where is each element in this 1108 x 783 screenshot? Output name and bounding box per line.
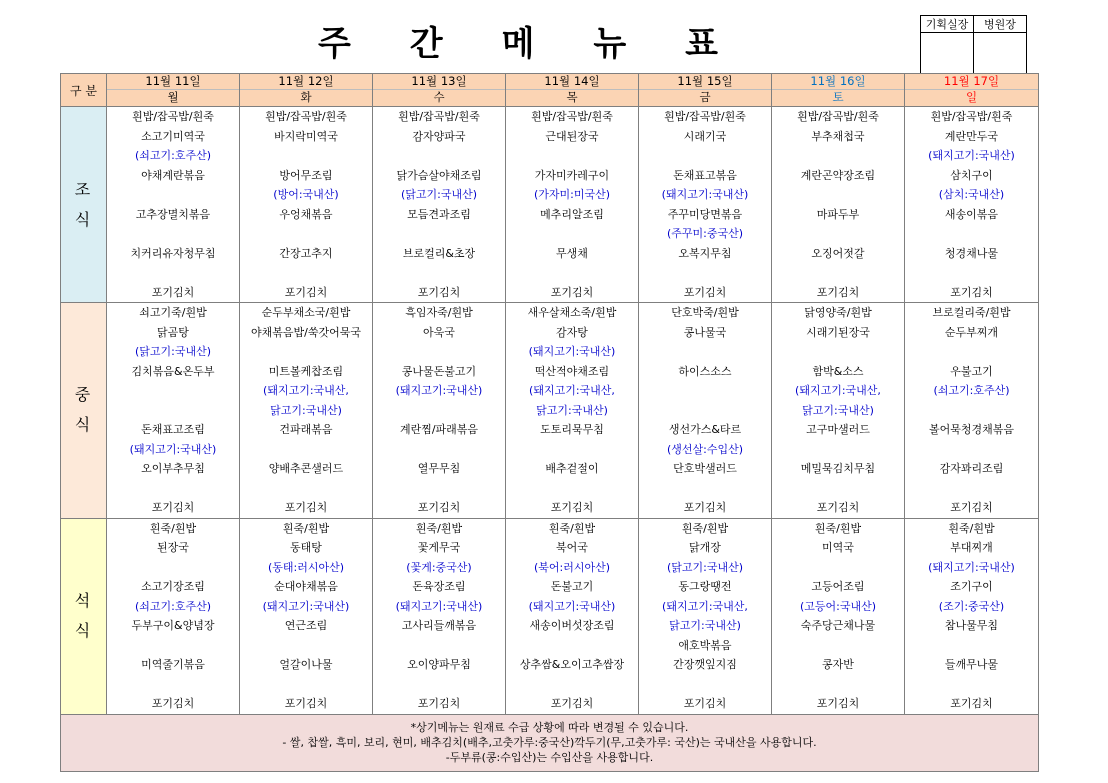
menu-item: 단호박샐러드 (673, 462, 737, 475)
menu-item (107, 401, 239, 421)
menu-item: 건파래볶음 (279, 423, 333, 436)
menu-item: 포기김치 (550, 285, 594, 299)
origin-note: (동태:러시아산) (267, 560, 345, 574)
menu-item (107, 636, 239, 656)
menu-item: 소고기미역국 (141, 129, 205, 143)
day-weekday: 화 (240, 89, 372, 105)
menu-cell (240, 518, 373, 714)
menu-item: 하이스소스 (678, 364, 732, 378)
menu-item: 흰죽/흰밥 (282, 521, 330, 535)
menu-item: 닭영양죽/흰밥 (804, 306, 872, 319)
menu-item: 들깨무나물 (944, 658, 999, 671)
menu-item (772, 675, 904, 695)
menu-item (772, 440, 904, 460)
menu-item (506, 440, 638, 460)
menu-item: 계란곤약장조림 (800, 168, 876, 182)
menu-item: 흰죽/흰밥 (415, 521, 463, 535)
menu-item: 근대된장국 (545, 129, 599, 143)
origin-note: (쇠고기:호주산) (933, 384, 1010, 397)
menu-item: 포기김치 (151, 285, 195, 299)
day-header (240, 74, 373, 107)
origin-note: (삼치:국내산) (938, 188, 1005, 201)
menu-item (107, 224, 239, 244)
menu-item: 야채계란볶음 (141, 168, 205, 182)
menu-item: 포기김치 (550, 501, 594, 514)
day-weekday: 목 (506, 89, 638, 105)
menu-item: 흰밥/잡곡밥/흰죽 (398, 110, 480, 123)
menu-item: 포기김치 (950, 501, 993, 514)
day-weekday: 토 (772, 89, 904, 105)
menu-item: 미역국 (822, 541, 854, 554)
day-date: 11월 12일 (278, 74, 334, 88)
menu-item: 부대찌개 (950, 541, 993, 554)
menu-item: 떡산적야채조림 (534, 364, 610, 378)
day-weekday: 월 (107, 89, 239, 105)
origin-note: (돼지고기:국내산, (529, 384, 615, 397)
menu-item: 우엉채볶음 (279, 207, 333, 221)
menu-cell (772, 107, 905, 303)
day-weekday: 수 (373, 89, 505, 105)
menu-item (506, 146, 638, 166)
day-header (506, 74, 639, 107)
menu-item (639, 263, 771, 283)
menu-item: 흰밥/잡곡밥/흰죽 (930, 110, 1013, 123)
origin-note: (가자미:미국산) (533, 188, 611, 201)
menu-item: 상추쌈&오이고추쌈장 (519, 658, 625, 671)
menu-cell (240, 107, 373, 303)
meal-label-char: 식 (74, 415, 93, 435)
header-row (61, 74, 1039, 107)
origin-note: 닭고기:국내산) (270, 403, 342, 417)
menu-item: 김치볶음&온두부 (131, 364, 215, 378)
menu-item (107, 479, 239, 499)
menu-item: 감자양파국 (412, 129, 466, 143)
menu-item: 콩자반 (822, 658, 854, 671)
menu-item: 흰밥/잡곡밥/흰죽 (265, 110, 347, 123)
notes-row (61, 714, 1039, 771)
menu-item: 흰죽/흰밥 (948, 521, 995, 535)
menu-item (107, 381, 239, 401)
menu-item: 새송이버섯장조림 (529, 619, 615, 632)
menu-item (772, 558, 904, 578)
menu-item: 생선가스&타르 (668, 423, 742, 436)
day-header (373, 74, 506, 107)
menu-cell (772, 303, 905, 519)
note-line: - 쌀, 찹쌀, 흑미, 보리, 현미, 배추김치(배추,고춧가루:중국산)깍두기(무,고춧가루: 국산)는 국내산을 사용합니다. (282, 736, 817, 749)
menu-cell (639, 303, 772, 519)
menu-item: 포기김치 (950, 697, 993, 710)
menu-item: 고구마샐러드 (806, 423, 870, 436)
menu-item: 모듬견과조림 (407, 207, 471, 221)
menu-item: 방어무조림 (279, 168, 333, 182)
menu-item: 새우살채소죽/흰밥 (527, 306, 617, 319)
menu-item: 돈채표고조림 (141, 423, 205, 436)
day-header (639, 74, 772, 107)
menu-item: 미트볼케찹조림 (268, 364, 344, 378)
origin-note: (돼지고기:국내산, (263, 384, 349, 397)
menu-item (639, 342, 771, 362)
origin-note: (돼지고기:국내산) (661, 188, 749, 201)
menu-item (506, 263, 638, 283)
origin-note: (꽃게:중국산) (406, 560, 472, 574)
menu-cell (107, 303, 240, 519)
menu-item (639, 381, 771, 401)
menu-item (905, 479, 1038, 499)
menu-item: 포기김치 (683, 697, 727, 710)
menu-item (905, 636, 1038, 656)
title-char: 메 (501, 23, 535, 64)
title-char: 뉴 (593, 23, 627, 64)
menu-item: 닭곰탕 (157, 325, 189, 339)
menu-item: 포기김치 (816, 501, 860, 514)
origin-note: (닭고기:국내산) (134, 345, 212, 358)
menu-item: 야채볶음밥/쑥갓어묵국 (251, 325, 361, 339)
menu-cell (107, 107, 240, 303)
day-date: 11월 11일 (145, 74, 201, 88)
title-char: 표 (685, 23, 718, 64)
menu-cell (373, 107, 506, 303)
header-label: 구 분 (61, 74, 107, 107)
menu-item: 두부구이&양념장 (131, 619, 215, 632)
origin-note: (생선살:수입산) (666, 442, 744, 456)
menu-item (240, 263, 372, 283)
menu-item: 얼갈이나물 (279, 658, 333, 671)
menu-item: 가자미카레구이 (534, 168, 610, 182)
menu-item: 계란만두국 (944, 129, 999, 143)
menu-item: 미역줄기볶음 (141, 658, 205, 671)
menu-item: 참나물무침 (944, 619, 999, 632)
menu-item: 오이부추무침 (141, 462, 205, 475)
menu-item: 마파두부 (816, 207, 860, 221)
menu-item (240, 146, 372, 166)
menu-item: 돈채표고볶음 (673, 168, 737, 182)
menu-item: 고등어조림 (811, 580, 865, 593)
menu-item: 흰밥/잡곡밥/흰죽 (797, 110, 879, 123)
approval-box (920, 15, 1027, 80)
menu-item (772, 342, 904, 362)
menu-item: 동그랑땡전 (678, 580, 732, 593)
menu-item (772, 224, 904, 244)
title-char: 주 (318, 23, 351, 64)
origin-note: (돼지고기:국내산) (262, 599, 350, 613)
menu-item (240, 440, 372, 460)
menu-cell (107, 518, 240, 714)
menu-cell (506, 107, 639, 303)
menu-item: 포기김치 (284, 501, 328, 514)
menu-cell (772, 518, 905, 714)
menu-item: 함박&소스 (812, 364, 864, 378)
day-date: 11월 16일 (810, 74, 866, 88)
menu-item: 우불고기 (950, 364, 993, 378)
menu-item (506, 636, 638, 656)
menu-item (373, 440, 505, 460)
menu-item: 아욱국 (423, 325, 455, 339)
menu-item: 쇠고기죽/흰밥 (139, 306, 207, 319)
menu-item: 순두부찌개 (944, 325, 999, 339)
day-header (905, 74, 1039, 107)
menu-item (905, 440, 1038, 460)
menu-item (772, 636, 904, 656)
menu-item (373, 636, 505, 656)
menu-item: 감자탕 (556, 325, 588, 339)
origin-note: (돼지고기:국내산) (528, 345, 616, 358)
menu-item: 시래기된장국 (806, 325, 870, 339)
menu-item: 브로컬리&초장 (402, 246, 476, 260)
menu-cell (373, 518, 506, 714)
menu-item: 포기김치 (950, 285, 993, 299)
origin-note: (돼지고기:국내산) (395, 384, 483, 397)
menu-item (639, 146, 771, 166)
origin-note: (돼지고기:국내산, (662, 599, 748, 613)
menu-cell (905, 518, 1039, 714)
menu-item: 볼어묵청경채볶음 (928, 423, 1014, 436)
menu-item (240, 636, 372, 656)
menu-item: 콩나물국 (683, 325, 727, 339)
meal-row (61, 518, 1039, 714)
menu-item: 흑임자죽/흰밥 (405, 306, 473, 319)
meal-row (61, 303, 1039, 519)
menu-item (373, 224, 505, 244)
menu-item: 단호박죽/흰밥 (671, 306, 739, 319)
menu-item: 돈육장조림 (412, 580, 466, 593)
menu-item: 시래기국 (683, 129, 727, 143)
menu-item (240, 342, 372, 362)
menu-item: 포기김치 (284, 285, 328, 299)
menu-item: 열무무침 (417, 462, 461, 475)
page-title (318, 18, 718, 62)
menu-item: 포기김치 (151, 697, 195, 710)
menu-item: 배추겉절이 (545, 462, 599, 475)
menu-item: 포기김치 (550, 697, 594, 710)
menu-item: 오이양파무침 (407, 658, 471, 671)
origin-note: (돼지고기:국내산) (528, 599, 616, 613)
meal-label-char: 식 (74, 621, 93, 640)
day-header (772, 74, 905, 107)
menu-item: 무생채 (556, 246, 588, 260)
menu-item (240, 479, 372, 499)
meal-label-char: 식 (74, 209, 93, 229)
origin-note: (북어:러시아산) (533, 560, 611, 574)
menu-item (240, 224, 372, 244)
menu-item: 포기김치 (417, 285, 461, 299)
menu-item (639, 675, 771, 695)
day-weekday: 일 (905, 89, 1038, 105)
menu-item: 오징어젓갈 (811, 246, 865, 260)
title-char: 간 (409, 23, 443, 64)
menu-item (506, 675, 638, 695)
day-date: 11월 17일 (943, 74, 1000, 88)
menu-cell (240, 303, 373, 519)
meal-label (61, 303, 107, 519)
weekly-menu-table (60, 73, 1039, 772)
day-date: 11월 15일 (677, 74, 733, 88)
origin-note: (방어:국내산) (273, 188, 339, 201)
note-line: *상기메뉴는 원재료 수급 상황에 따라 변경될 수 있습니다. (410, 721, 689, 734)
menu-item: 꽃게무국 (417, 541, 461, 554)
menu-item: 새송이볶음 (944, 207, 999, 221)
menu-item: 치커리유자청무침 (130, 246, 216, 260)
origin-note: 닭고기:국내산) (802, 403, 874, 417)
menu-item: 숙주당근채나물 (800, 619, 876, 632)
menu-item: 도토리묵무침 (540, 423, 604, 436)
menu-item: 계란찜/파래볶음 (399, 423, 479, 436)
menu-item: 포기김치 (683, 501, 727, 514)
menu-item: 순두부채소국/흰밥 (261, 306, 351, 319)
origin-note: 닭고기:국내산) (536, 403, 608, 417)
menu-item (639, 401, 771, 421)
menu-item: 간장고추지 (279, 246, 333, 260)
menu-item: 콩나물돈불고기 (401, 364, 477, 378)
menu-item: 포기김치 (284, 697, 328, 710)
menu-item: 메추리알조림 (540, 207, 604, 221)
menu-item (772, 185, 904, 205)
origin-note: (쇠고기:호주산) (134, 599, 212, 613)
menu-item (107, 675, 239, 695)
approval-label: 기획실장 (921, 16, 974, 33)
menu-item: 흰죽/흰밥 (149, 521, 197, 535)
notes (61, 714, 1039, 771)
origin-note: (고등어:국내산) (799, 599, 877, 613)
meal-label-char: 중 (74, 385, 93, 405)
menu-item (240, 675, 372, 695)
menu-item: 닭개장 (689, 541, 721, 554)
menu-item (506, 224, 638, 244)
menu-item: 삼치구이 (950, 168, 993, 182)
menu-item (107, 263, 239, 283)
menu-item (639, 479, 771, 499)
menu-item: 흰밥/잡곡밥/흰죽 (531, 110, 613, 123)
menu-item (373, 401, 505, 421)
menu-cell (639, 518, 772, 714)
menu-cell (905, 107, 1039, 303)
menu-item (772, 146, 904, 166)
menu-item: 소고기장조림 (141, 580, 205, 593)
menu-item: 고사리들깨볶음 (401, 619, 477, 632)
menu-item (905, 675, 1038, 695)
menu-cell (639, 107, 772, 303)
menu-item: 흰밥/잡곡밥/흰죽 (664, 110, 746, 123)
note-line: -두부류(콩:수입산)는 수입산을 사용합니다. (445, 751, 654, 764)
menu-item (905, 224, 1038, 244)
menu-item: 흰죽/흰밥 (548, 521, 596, 535)
menu-item (772, 479, 904, 499)
menu-item: 감자꽈리조림 (939, 462, 1004, 475)
meal-label-char: 석 (74, 591, 93, 610)
menu-item: 고추장멸치볶음 (135, 207, 211, 221)
origin-note: (주꾸미:중국산) (666, 227, 744, 240)
menu-item: 조기구이 (950, 580, 993, 593)
menu-item: 양배추콘샐러드 (268, 462, 344, 475)
menu-item (772, 263, 904, 283)
menu-item: 포기김치 (683, 285, 727, 299)
origin-note: (닭고기:국내산) (666, 560, 744, 574)
menu-item: 포기김치 (417, 501, 461, 514)
menu-item (506, 479, 638, 499)
meal-label-char: 조 (74, 179, 93, 199)
menu-cell (506, 518, 639, 714)
menu-item (905, 263, 1038, 283)
meal-label (61, 107, 107, 303)
menu-item (107, 185, 239, 205)
menu-item (107, 558, 239, 578)
menu-item: 포기김치 (417, 697, 461, 710)
menu-item (373, 479, 505, 499)
menu-item (373, 675, 505, 695)
day-weekday: 금 (639, 89, 771, 105)
menu-item: 주꾸미당면볶음 (667, 207, 743, 221)
menu-item: 바지락미역국 (274, 129, 338, 143)
menu-cell (373, 303, 506, 519)
menu-item: 흰밥/잡곡밥/흰죽 (132, 110, 214, 123)
menu-item: 돈불고기 (550, 580, 594, 593)
menu-item: 브로컬리죽/흰밥 (932, 306, 1011, 319)
menu-item: 닭가슴살야채조림 (396, 168, 482, 182)
origin-note: (돼지고기:국내산) (395, 599, 483, 613)
menu-item: 연근조림 (284, 619, 328, 632)
menu-item (905, 342, 1038, 362)
menu-item: 흰죽/흰밥 (681, 521, 729, 535)
menu-item: 간장깻잎지짐 (673, 658, 737, 671)
approval-label: 병원장 (974, 16, 1027, 33)
menu-item: 순대야채볶음 (274, 580, 338, 593)
menu-item: 메밀묵김치무침 (800, 462, 876, 475)
origin-note: (돼지고기:국내산, (795, 384, 881, 397)
origin-note: (돼지고기:국내산) (928, 560, 1015, 574)
day-header (107, 74, 240, 107)
origin-note: (돼지고기:국내산) (129, 442, 217, 456)
meal-label (61, 518, 107, 714)
menu-item (373, 146, 505, 166)
menu-item (373, 342, 505, 362)
menu-item: 동태탕 (290, 541, 322, 554)
menu-item: 북어국 (556, 541, 588, 554)
menu-item: 포기김치 (816, 697, 860, 710)
origin-note: (쇠고기:호주산) (134, 149, 212, 162)
menu-item: 흰죽/흰밥 (814, 521, 862, 535)
origin-note: 닭고기:국내산) (669, 619, 741, 632)
menu-item: 포기김치 (151, 501, 195, 514)
menu-cell (905, 303, 1039, 519)
day-date: 11월 13일 (411, 74, 467, 88)
origin-note: (조기:중국산) (938, 599, 1005, 613)
origin-note: (돼지고기:국내산) (928, 149, 1015, 162)
day-date: 11월 14일 (544, 74, 600, 88)
menu-item: 부추채첩국 (811, 129, 865, 143)
menu-item: 오복지무침 (678, 246, 732, 260)
menu-item: 포기김치 (816, 285, 860, 299)
menu-item: 청경채나물 (944, 246, 999, 260)
menu-item: 애호박볶음 (678, 638, 732, 652)
origin-note: (닭고기:국내산) (400, 188, 478, 201)
meal-row (61, 107, 1039, 303)
menu-cell (506, 303, 639, 519)
menu-item (905, 401, 1038, 421)
menu-item (373, 263, 505, 283)
menu-item: 된장국 (157, 541, 189, 554)
